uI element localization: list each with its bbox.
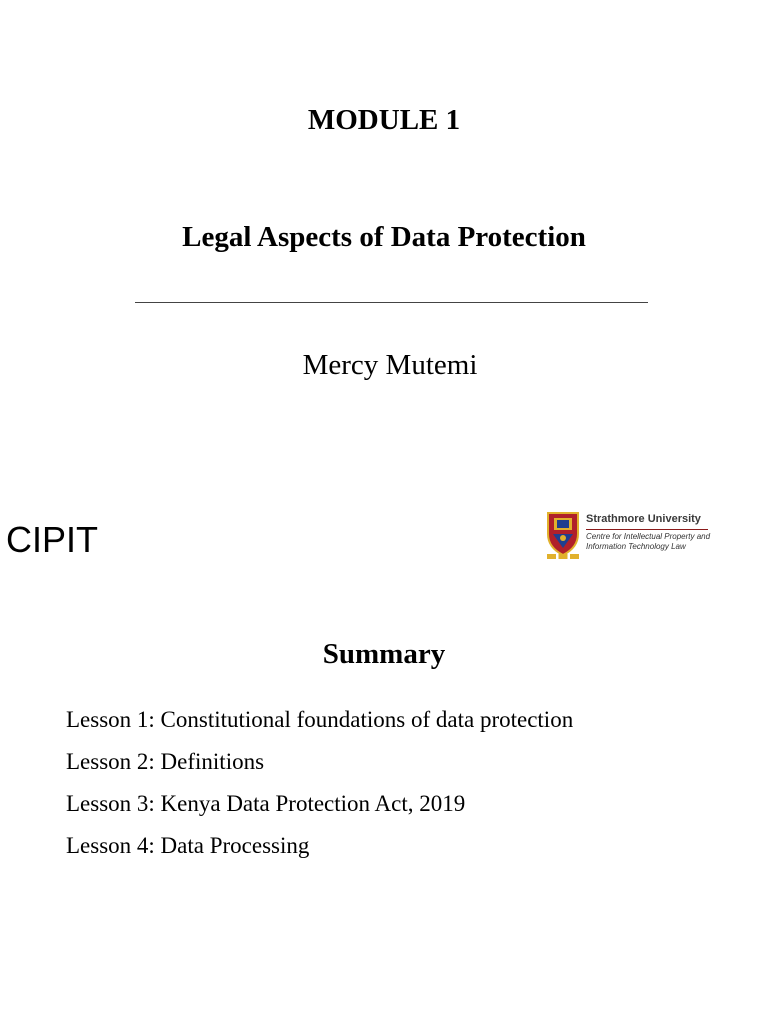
module-title: MODULE 1 [307,104,461,136]
logo-subtitle [586,532,710,552]
organization-label: CIPIT [6,519,99,560]
author-name: Mercy Mutemi [302,349,478,381]
lesson-item: Lesson 3: Kenya Data Protection Act, 2019 [66,791,466,816]
lesson-item: Lesson 1: Constitutional foundations of data protection [66,707,574,732]
logo-university-name: Strathmore University [586,513,701,525]
lesson-list [66,706,573,874]
logo-divider [586,529,708,530]
lesson-item: Lesson 4: Data Processing [66,833,310,858]
title-divider [135,302,648,303]
course-title: Legal Aspects of Data Protection [182,221,586,253]
summary-heading: Summary [322,638,446,670]
logo-subtitle-line-2: Information Technology Law [586,542,686,551]
logo-subtitle-line-1: Centre for Intellectual Property and [586,532,711,541]
lesson-item: Lesson 2: Definitions [66,749,265,774]
strathmore-logo [545,510,720,560]
university-crest-icon [545,510,581,560]
